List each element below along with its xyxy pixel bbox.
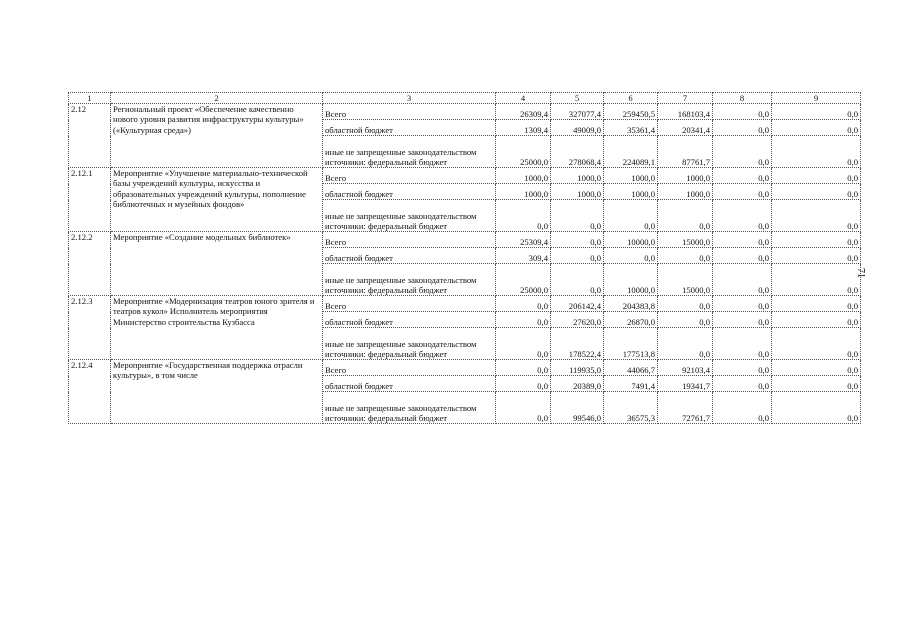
value-cell: 0,0 <box>658 312 713 328</box>
value-cell: 278068,4 <box>551 136 604 168</box>
row-name: Мероприятие «Государственная поддержка отрасли культуры», в том числе <box>111 360 323 424</box>
value-cell: 0,0 <box>551 232 604 248</box>
value-cell: 20389,0 <box>551 376 604 392</box>
funding-source: областной бюджет <box>323 184 496 200</box>
value-cell: 87761,7 <box>658 136 713 168</box>
value-cell: 0,0 <box>772 184 861 200</box>
value-cell: 1309,4 <box>496 120 551 136</box>
value-cell: 0,0 <box>772 376 861 392</box>
value-cell: 168103,4 <box>658 104 713 120</box>
value-cell: 36575,3 <box>604 392 658 424</box>
value-cell: 1000,0 <box>551 184 604 200</box>
value-cell: 0,0 <box>772 232 861 248</box>
value-cell: 0,0 <box>772 168 861 184</box>
header-cell: 2 <box>111 93 323 104</box>
funding-source: областной бюджет <box>323 376 496 392</box>
value-cell: 0,0 <box>772 296 861 312</box>
row-code: 2.12.4 <box>69 360 111 424</box>
row-name: Мероприятие «Улучшение материально-технической базы учреждений культуры, искусства и образовательных учреждений культуры, пополнение библиотечных и музейных фондов» <box>111 168 323 232</box>
row-name: Региональный проект «Обеспечение качественно нового уровня развития инфраструктуры культуры» («Культурная среда») <box>111 104 323 168</box>
value-cell: 10000,0 <box>604 232 658 248</box>
header-cell: 1 <box>69 93 111 104</box>
value-cell: 204383,8 <box>604 296 658 312</box>
value-cell: 92103,4 <box>658 360 713 376</box>
value-cell: 1000,0 <box>604 168 658 184</box>
value-cell: 0,0 <box>713 232 772 248</box>
value-cell: 1000,0 <box>496 168 551 184</box>
value-cell: 0,0 <box>496 200 551 232</box>
value-cell: 177513,8 <box>604 328 658 360</box>
table-body <box>69 104 861 424</box>
value-cell: 309,4 <box>496 248 551 264</box>
value-cell: 19341,7 <box>658 376 713 392</box>
value-cell: 0,0 <box>772 264 861 296</box>
value-cell: 0,0 <box>551 200 604 232</box>
value-cell: 0,0 <box>496 312 551 328</box>
funding-source: иные не запрещенные законодательством источники: федеральный бюджет <box>323 264 496 296</box>
value-cell: 0,0 <box>772 136 861 168</box>
funding-source: областной бюджет <box>323 312 496 328</box>
header-cell: 3 <box>323 93 496 104</box>
budget-table <box>68 92 861 424</box>
funding-source: иные не запрещенные законодательством источники: федеральный бюджет <box>323 392 496 424</box>
value-cell: 0,0 <box>713 120 772 136</box>
funding-source: Всего <box>323 232 496 248</box>
table-row <box>69 360 861 376</box>
row-code: 2.12 <box>69 104 111 168</box>
value-cell: 1000,0 <box>604 184 658 200</box>
value-cell: 7491,4 <box>604 376 658 392</box>
value-cell: 25000,0 <box>496 264 551 296</box>
value-cell: 1000,0 <box>496 184 551 200</box>
value-cell: 178522,4 <box>551 328 604 360</box>
row-code: 2.12.1 <box>69 168 111 232</box>
funding-source: иные не запрещенные законодательством источники: федеральный бюджет <box>323 136 496 168</box>
page-number: 71 <box>855 268 866 278</box>
funding-source: иные не запрещенные законодательством источники: федеральный бюджет <box>323 328 496 360</box>
value-cell: 15000,0 <box>658 264 713 296</box>
value-cell: 0,0 <box>604 200 658 232</box>
header-cell: 9 <box>772 93 861 104</box>
value-cell: 35361,4 <box>604 120 658 136</box>
value-cell: 49009,0 <box>551 120 604 136</box>
value-cell: 0,0 <box>713 328 772 360</box>
value-cell: 27620,0 <box>551 312 604 328</box>
table-row <box>69 296 861 312</box>
value-cell: 15000,0 <box>658 232 713 248</box>
value-cell: 0,0 <box>713 184 772 200</box>
funding-source: областной бюджет <box>323 120 496 136</box>
value-cell: 0,0 <box>713 312 772 328</box>
value-cell: 0,0 <box>496 392 551 424</box>
value-cell: 26870,0 <box>604 312 658 328</box>
value-cell: 0,0 <box>713 248 772 264</box>
value-cell: 0,0 <box>772 392 861 424</box>
value-cell: 0,0 <box>658 200 713 232</box>
value-cell: 0,0 <box>658 248 713 264</box>
budget-table-sheet <box>68 92 860 424</box>
value-cell: 0,0 <box>772 312 861 328</box>
header-cell: 8 <box>713 93 772 104</box>
value-cell: 44066,7 <box>604 360 658 376</box>
value-cell: 0,0 <box>772 200 861 232</box>
funding-source: Всего <box>323 296 496 312</box>
value-cell: 1000,0 <box>658 168 713 184</box>
value-cell: 0,0 <box>772 104 861 120</box>
value-cell: 0,0 <box>658 296 713 312</box>
value-cell: 0,0 <box>713 200 772 232</box>
value-cell: 119935,0 <box>551 360 604 376</box>
value-cell: 0,0 <box>713 360 772 376</box>
row-code: 2.12.2 <box>69 232 111 296</box>
header-row <box>69 93 861 104</box>
value-cell: 0,0 <box>496 296 551 312</box>
value-cell: 26309,4 <box>496 104 551 120</box>
value-cell: 0,0 <box>604 248 658 264</box>
value-cell: 20341,4 <box>658 120 713 136</box>
funding-source: Всего <box>323 104 496 120</box>
funding-source: иные не запрещенные законодательством источники: федеральный бюджет <box>323 200 496 232</box>
value-cell: 0,0 <box>713 392 772 424</box>
value-cell: 0,0 <box>496 360 551 376</box>
value-cell: 0,0 <box>772 360 861 376</box>
funding-source: областной бюджет <box>323 248 496 264</box>
row-code: 2.12.3 <box>69 296 111 360</box>
row-name: Мероприятие «Модернизация театров юного зрителя и театров кукол» Исполнитель мероприятия Министерство строительства Кузбасса <box>111 296 323 360</box>
value-cell: 0,0 <box>772 248 861 264</box>
value-cell: 25309,4 <box>496 232 551 248</box>
table-row <box>69 168 861 184</box>
funding-source: Всего <box>323 360 496 376</box>
value-cell: 0,0 <box>772 328 861 360</box>
table-row <box>69 104 861 120</box>
value-cell: 0,0 <box>713 136 772 168</box>
value-cell: 206142,4 <box>551 296 604 312</box>
value-cell: 0,0 <box>551 248 604 264</box>
value-cell: 0,0 <box>772 120 861 136</box>
row-name: Мероприятие «Создание модельных библиотек» <box>111 232 323 296</box>
value-cell: 224089,1 <box>604 136 658 168</box>
value-cell: 99546,0 <box>551 392 604 424</box>
funding-source: Всего <box>323 168 496 184</box>
value-cell: 1000,0 <box>551 168 604 184</box>
value-cell: 0,0 <box>713 264 772 296</box>
header-cell: 5 <box>551 93 604 104</box>
value-cell: 0,0 <box>713 376 772 392</box>
value-cell: 0,0 <box>551 264 604 296</box>
table-row <box>69 232 861 248</box>
header-cell: 4 <box>496 93 551 104</box>
value-cell: 72761,7 <box>658 392 713 424</box>
header-cell: 6 <box>604 93 658 104</box>
value-cell: 0,0 <box>713 296 772 312</box>
value-cell: 0,0 <box>713 168 772 184</box>
value-cell: 0,0 <box>496 376 551 392</box>
value-cell: 327077,4 <box>551 104 604 120</box>
header-cell: 7 <box>658 93 713 104</box>
value-cell: 10000,0 <box>604 264 658 296</box>
value-cell: 25000,0 <box>496 136 551 168</box>
value-cell: 0,0 <box>496 328 551 360</box>
value-cell: 0,0 <box>658 328 713 360</box>
value-cell: 0,0 <box>713 104 772 120</box>
value-cell: 1000,0 <box>658 184 713 200</box>
value-cell: 259450,5 <box>604 104 658 120</box>
